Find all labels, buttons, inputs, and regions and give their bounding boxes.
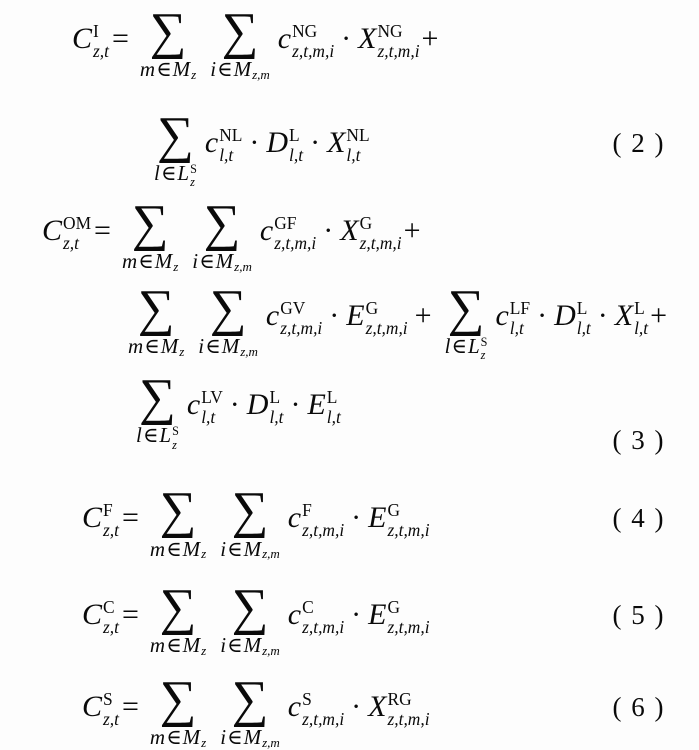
subscript: z (172, 437, 177, 452)
summation (136, 369, 179, 452)
sum-limit (220, 726, 280, 750)
math-variable (288, 501, 344, 540)
sum-limit (122, 250, 178, 274)
sigma-symbol: ∑ (131, 195, 169, 253)
superscript: L (634, 298, 645, 319)
math-variable (155, 249, 179, 273)
sum-limit (150, 634, 206, 658)
subscript: l,t (346, 144, 361, 165)
sum-limit (128, 335, 184, 359)
math-variable (82, 501, 119, 540)
script-stack (378, 22, 420, 61)
subscript: z,t (103, 519, 119, 540)
script-stack (577, 299, 591, 338)
element-of-symbol: ∈ (166, 536, 182, 561)
subscript: z,t,m,i (302, 519, 345, 540)
summation (149, 482, 207, 562)
math-variable (247, 388, 284, 427)
script-stack (634, 299, 648, 338)
superscript: S (190, 161, 197, 176)
subscript: z (190, 175, 195, 190)
subscript: z,t,m,i (387, 708, 430, 729)
sigma-symbol: ∑ (159, 482, 197, 540)
script-stack (302, 690, 344, 729)
script-stack (190, 163, 197, 190)
math-variable (368, 501, 429, 540)
subscript: z,t (103, 708, 119, 729)
math-variable (368, 690, 429, 729)
element-of-symbol: ∈ (227, 725, 243, 750)
element-of-symbol: ∈ (451, 334, 467, 359)
subscript: z,t,m,i (387, 519, 430, 540)
math-operator: + (650, 298, 668, 332)
limit-index: i (220, 536, 227, 561)
sigma-symbol: ∑ (159, 671, 197, 728)
variable-base: c (287, 501, 302, 535)
script-stack (388, 501, 430, 540)
superscript: LV (201, 387, 223, 408)
superscript: L (289, 125, 300, 146)
sum-limit (445, 335, 488, 363)
subscript: z,m (234, 259, 252, 275)
variable-base: X (358, 22, 377, 55)
sum-limit (198, 335, 258, 359)
limit-index: m (121, 249, 138, 274)
variable-base: M (243, 633, 262, 658)
summation (198, 279, 258, 360)
superscript: I (93, 21, 99, 42)
summation (220, 482, 280, 562)
script-stack (388, 690, 430, 729)
sum-limit (150, 726, 206, 750)
limit-index: l (136, 423, 142, 448)
limit-index: i (192, 249, 199, 274)
sigma-symbol: ∑ (159, 579, 197, 637)
superscript: S (103, 689, 113, 710)
math-variable (183, 633, 207, 657)
script-stack (289, 126, 303, 165)
summation (128, 279, 185, 360)
subscript: z,t (103, 616, 119, 637)
equation-line (0, 671, 699, 750)
sigma-symbol: ∑ (139, 369, 176, 427)
subscript: l,t (201, 406, 216, 427)
math-variable (177, 161, 197, 190)
sum-limit (136, 424, 179, 452)
math-variable (266, 299, 322, 338)
math-operator: · (351, 501, 362, 535)
subscript: z,t,m,i (359, 232, 402, 253)
script-stack (103, 690, 119, 729)
equation-line (0, 195, 699, 275)
script-stack (103, 501, 119, 540)
math-variable (183, 725, 207, 749)
script-stack (274, 214, 316, 253)
variable-base: L (159, 423, 172, 448)
variable-base: M (154, 249, 173, 274)
sigma-symbol: ∑ (231, 671, 269, 728)
math-variable (216, 249, 252, 273)
subscript: z,t,m,i (292, 40, 335, 61)
variable-base: C (72, 22, 93, 55)
subscript: z (201, 643, 207, 659)
math-operator: · (537, 298, 548, 332)
variable-base: E (346, 298, 365, 332)
variable-base: X (614, 298, 634, 332)
math-variable (234, 57, 270, 81)
variable-base: X (327, 125, 346, 159)
superscript: C (302, 597, 314, 618)
math-operator: = (121, 598, 139, 632)
variable-base: M (182, 725, 201, 750)
equation-number: ( 6 ) (612, 692, 665, 722)
math-operator: · (597, 298, 608, 332)
superscript: NG (377, 21, 403, 42)
summation (210, 3, 270, 83)
sigma-symbol: ∑ (157, 106, 194, 164)
subscript: l,t (509, 317, 524, 338)
script-stack (302, 598, 344, 637)
subscript: z (480, 348, 486, 363)
variable-base: c (265, 298, 280, 332)
math-operator: = (121, 501, 139, 535)
limit-index: i (210, 57, 217, 82)
subscript: z,t (93, 40, 109, 61)
math-variable (244, 725, 280, 749)
math-variable (340, 214, 401, 253)
math-variable (161, 334, 185, 358)
superscript: L (326, 387, 338, 408)
subscript: l,t (269, 406, 284, 427)
math-operator: + (403, 214, 421, 248)
equation-line (0, 369, 699, 456)
summation (149, 579, 207, 659)
math-operator: = (111, 22, 129, 55)
limit-index: m (149, 725, 166, 750)
script-stack (327, 388, 341, 427)
math-variable (173, 57, 197, 81)
script-stack (219, 126, 242, 165)
math-variable (346, 299, 407, 338)
script-stack (103, 598, 119, 637)
summation (154, 106, 197, 190)
math-variable (42, 214, 91, 253)
variable-base: M (221, 334, 240, 359)
variable-base: M (215, 249, 234, 274)
sum-limit (154, 162, 197, 190)
math-variable (288, 690, 344, 729)
math-variable (368, 598, 429, 637)
math-operator: · (323, 214, 334, 248)
math-variable (266, 126, 303, 165)
subscript: z (191, 67, 197, 83)
subscript: z,m (262, 643, 280, 659)
math-operator: = (121, 690, 139, 723)
equation-number: ( 3 ) (612, 425, 665, 456)
subscript: z,m (262, 735, 280, 750)
superscript: S (480, 334, 488, 349)
math-operator: · (351, 690, 362, 723)
subscript: l,t (219, 144, 234, 165)
subscript: l,t (289, 144, 304, 165)
math-operator: · (229, 388, 240, 422)
variable-base: X (368, 690, 387, 723)
sigma-symbol: ∑ (149, 3, 187, 60)
variable-base: C (82, 690, 103, 723)
limit-index: l (444, 334, 451, 359)
variable-base: c (204, 125, 219, 159)
superscript: GF (274, 213, 297, 234)
limit-index: i (198, 334, 205, 359)
subscript: z (173, 259, 179, 275)
variable-base: E (368, 501, 387, 535)
summation (192, 195, 252, 275)
element-of-symbol: ∈ (166, 633, 182, 658)
equation-number: ( 2 ) (612, 127, 665, 158)
math-operator: · (341, 22, 352, 55)
limit-index: m (128, 334, 144, 359)
math-variable (327, 126, 370, 165)
summation (220, 671, 280, 750)
equation-number: ( 5 ) (612, 600, 665, 631)
superscript: LF (509, 298, 531, 319)
math-operator: · (351, 598, 362, 632)
sum-limit (150, 538, 206, 562)
element-of-symbol: ∈ (217, 57, 233, 82)
variable-base: c (186, 388, 201, 422)
math-operator: · (249, 125, 260, 159)
subscript: z,t (63, 232, 79, 253)
math-variable (278, 22, 334, 61)
limit-index: i (220, 633, 227, 658)
math-operator: = (94, 214, 111, 248)
superscript: S (302, 689, 312, 710)
subscript: z (201, 546, 207, 562)
math-variable (244, 537, 280, 561)
equation-line (0, 106, 699, 190)
limit-index: l (154, 161, 160, 186)
superscript: L (269, 387, 281, 408)
element-of-symbol: ∈ (199, 249, 215, 274)
superscript: F (302, 500, 312, 521)
element-of-symbol: ∈ (205, 334, 221, 359)
sum-limit (210, 58, 270, 82)
variable-base: D (246, 388, 269, 422)
math-operator: · (310, 125, 321, 159)
math-variable (288, 598, 344, 637)
equation-line (0, 279, 699, 363)
variable-base: M (182, 633, 201, 658)
element-of-symbol: ∈ (138, 249, 154, 274)
variable-base: X (340, 214, 359, 248)
script-stack (269, 388, 283, 427)
superscript: L (576, 298, 588, 319)
variable-base: C (82, 598, 103, 632)
limit-index: i (220, 725, 227, 750)
superscript: NG (292, 21, 318, 42)
math-variable (554, 299, 591, 338)
sum-limit (140, 58, 196, 82)
equation-line (0, 3, 699, 83)
math-variable (82, 690, 119, 729)
script-stack (302, 501, 344, 540)
script-stack (63, 214, 91, 253)
script-stack (366, 299, 408, 338)
subscript: z (201, 735, 207, 750)
subscript: z,m (240, 344, 258, 360)
variable-base: M (233, 57, 252, 82)
subscript: z,t,m,i (377, 40, 420, 61)
script-stack (93, 22, 109, 61)
variable-base: M (172, 57, 191, 82)
math-variable (615, 299, 648, 338)
summation (149, 671, 207, 750)
math-variable (244, 633, 280, 657)
sigma-symbol: ∑ (231, 482, 269, 540)
element-of-symbol: ∈ (227, 536, 243, 561)
math-variable (183, 537, 207, 561)
sigma-symbol: ∑ (209, 279, 247, 337)
superscript: OM (63, 213, 92, 234)
math-variable (358, 22, 419, 61)
element-of-symbol: ∈ (156, 57, 172, 82)
limit-index: m (139, 57, 156, 82)
sigma-symbol: ∑ (231, 579, 269, 637)
element-of-symbol: ∈ (160, 161, 177, 186)
script-stack (280, 299, 322, 338)
superscript: G (387, 500, 401, 521)
superscript: C (103, 597, 115, 618)
sum-limit (220, 538, 280, 562)
superscript: NL (346, 125, 370, 146)
summation (220, 579, 280, 659)
superscript: F (103, 500, 113, 521)
limit-index: m (149, 536, 166, 561)
subscript: l,t (634, 317, 649, 338)
subscript: z,t,m,i (280, 317, 323, 338)
variable-base: C (42, 214, 63, 248)
math-variable (82, 598, 119, 637)
math-operator: · (329, 298, 340, 332)
variable-base: M (243, 725, 262, 750)
subscript: z (179, 344, 185, 360)
math-variable (260, 214, 316, 253)
script-stack (292, 22, 334, 61)
equation-line (0, 482, 699, 562)
superscript: S (172, 423, 179, 438)
sigma-symbol: ∑ (447, 279, 485, 337)
script-stack (346, 126, 369, 165)
summation (444, 279, 488, 363)
math-operator: + (414, 298, 432, 332)
subscript: z,t,m,i (274, 232, 317, 253)
math-operator: · (290, 388, 301, 422)
script-stack (388, 598, 430, 637)
script-stack (360, 214, 402, 253)
variable-base: c (277, 22, 292, 55)
summation (121, 195, 179, 275)
variable-base: E (307, 388, 326, 422)
variable-base: L (467, 334, 480, 359)
superscript: G (359, 213, 373, 234)
variable-base: C (82, 501, 103, 535)
variable-base: D (554, 298, 576, 332)
variable-base: M (243, 536, 262, 561)
variable-base: M (160, 334, 179, 359)
variable-base: E (368, 598, 387, 632)
variable-base: D (266, 125, 289, 159)
limit-index: m (149, 633, 166, 658)
math-operator: + (421, 22, 439, 55)
sum-limit (220, 634, 280, 658)
sigma-symbol: ∑ (221, 3, 259, 60)
math-variable (222, 334, 258, 358)
superscript: G (365, 298, 379, 319)
subscript: l,t (576, 317, 591, 338)
variable-base: M (182, 536, 201, 561)
summation (139, 3, 197, 83)
superscript: G (387, 597, 401, 618)
math-variable (187, 388, 223, 427)
element-of-symbol: ∈ (227, 633, 243, 658)
sigma-symbol: ∑ (137, 279, 175, 337)
subscript: l,t (326, 406, 341, 427)
superscript: GV (280, 298, 306, 319)
math-variable (159, 423, 179, 452)
script-stack (172, 425, 179, 452)
subscript: z,t,m,i (365, 317, 408, 338)
superscript: RG (387, 689, 412, 710)
element-of-symbol: ∈ (144, 334, 160, 359)
equation-number: ( 4 ) (612, 503, 665, 534)
subscript: z,t,m,i (302, 708, 345, 729)
sum-limit (192, 250, 252, 274)
subscript: z,m (252, 67, 270, 83)
script-stack (481, 336, 488, 363)
math-variable (72, 22, 109, 61)
element-of-symbol: ∈ (142, 423, 159, 448)
script-stack (510, 299, 530, 338)
variable-base: c (259, 214, 274, 248)
math-variable (307, 388, 340, 427)
math-variable (495, 299, 530, 338)
subscript: z,m (262, 546, 280, 562)
variable-base: c (495, 298, 509, 332)
math-variable (205, 126, 243, 165)
equation-line (0, 579, 699, 659)
subscript: z,t,m,i (302, 616, 345, 637)
superscript: NL (219, 125, 243, 146)
element-of-symbol: ∈ (166, 725, 182, 750)
variable-base: c (287, 598, 302, 632)
variable-base: c (287, 690, 302, 723)
subscript: z,t,m,i (387, 616, 430, 637)
script-stack (201, 388, 223, 427)
variable-base: L (177, 161, 190, 186)
sigma-symbol: ∑ (203, 195, 241, 253)
math-variable (467, 334, 488, 363)
